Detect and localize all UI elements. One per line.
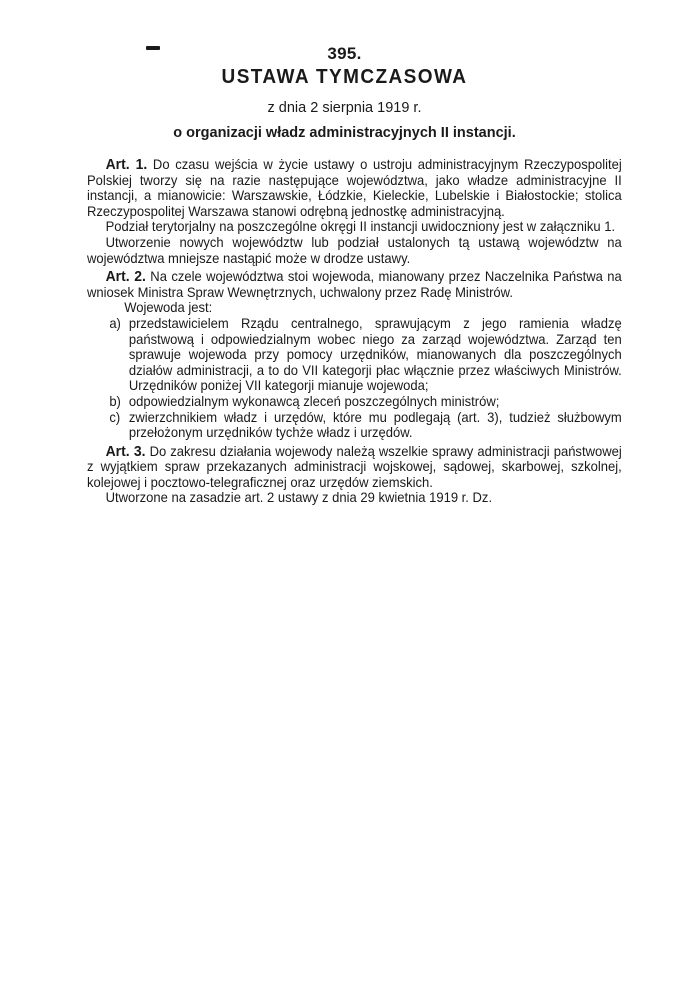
- art1-paragraph-2: Podział terytorjalny na poszczególne okręgi II instancji uwidoczniony jest w załączniku 1.: [105, 218, 616, 235]
- art2-paragraph-1: [87, 269, 622, 300]
- law-subject: o organizacji władz administracyjnych II instancji.: [173, 125, 516, 141]
- art3-paragraph-2: Utworzone na zasadzie art. 2 ustawy z dnia 29 kwietnia 1919 r. Dz.: [105, 489, 493, 506]
- list-item: [87, 316, 622, 394]
- list-item: [87, 394, 622, 410]
- art3-text-1: Do zakresu działania wojewody należą wszelkie sprawy administracji państwowej z wyjątkiem spraw przekazanych administracji wojskowej, sądowej, skarbowej, szkolnej, kolejowej i pocztowo-telegraficznej oraz urzędów ziemskich.: [87, 442, 622, 490]
- art2-label: Art. 2.: [105, 268, 146, 286]
- item-letter: c): [109, 408, 121, 425]
- art1-text-1: Do czasu wejścia w życie ustawy o ustroju administracyjnym Rzeczypospolitej Polskiej tworzy się na razie następujące województwa, jako władze administracyjne II instancji, a mianowicie: Warszawskie, Łódzkie, Kieleckie, Lubelskie i Białostockie; stolica Rzeczypospolitej Warszawa stanowi odrębną jednostkę administracyjną.: [87, 156, 622, 219]
- art3-paragraph-1: [87, 444, 622, 491]
- art2-lead: Wojewoda jest:: [124, 299, 213, 316]
- art1-paragraph-1: [87, 157, 622, 219]
- law-body: [87, 157, 622, 506]
- item-letter: b): [109, 392, 121, 409]
- list-item: [87, 410, 622, 441]
- art3-label: Art. 3.: [105, 442, 146, 460]
- item-text: zwierzchnikiem władz i urzędów, które mu podlegają (art. 3), tudzież służbowym przełożonym urzędników tychże władz i urzędów.: [128, 408, 622, 441]
- art2-item-list: [87, 316, 622, 441]
- law-title: USTAWA TYMCZASOWA: [221, 66, 468, 88]
- page-number: 395.: [327, 44, 362, 63]
- item-letter: a): [109, 314, 121, 331]
- art1-paragraph-3: Utworzenie nowych województw lub podział ustalonych tą ustawą województw na województwa mniejsze nastąpić może w drodze ustawy.: [87, 233, 622, 266]
- item-text: przedstawicielem Rządu centralnego, sprawującym z jego ramienia władzę państwową i odpowiedzialnym wobec niego za zarząd województwa. Zarząd ten sprawuje wojewoda przy pomocy urzędników, mianowanych dla poszczególnych działów administracji, a to do VII kategorji płac włącznie przez właściwych Ministrów. Urzędników poniżej VII kategorji mianuje wojewoda;: [128, 314, 622, 394]
- art1-label: Art. 1.: [105, 156, 148, 173]
- law-date: z dnia 2 sierpnia 1919 r.: [267, 100, 422, 116]
- art2-text-1: Na czele województwa stoi wojewoda, mianowany przez Naczelnika Państwa na wniosek Ministra Spraw Wewnętrznych, uchwalony przez Radę Ministrów.: [87, 268, 622, 300]
- item-text: odpowiedzialnym wykonawcą zleceń poszczególnych ministrów;: [128, 392, 500, 409]
